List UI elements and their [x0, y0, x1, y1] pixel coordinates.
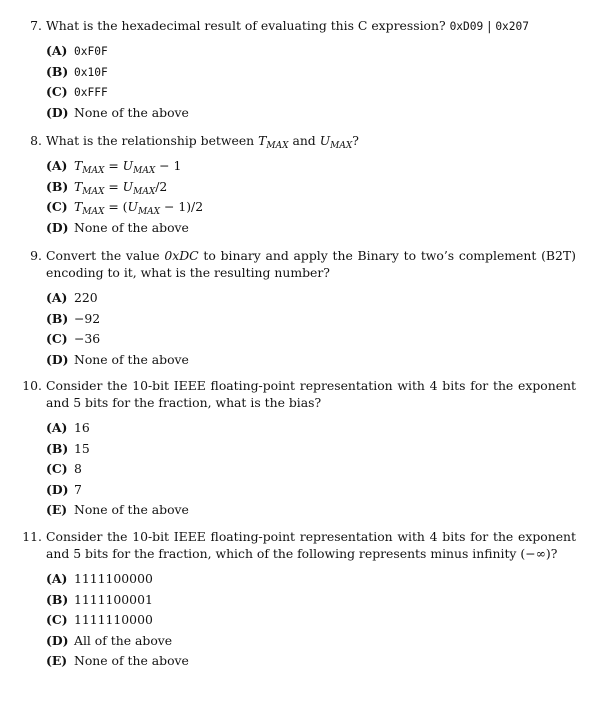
- option-label: (D): [46, 632, 69, 648]
- math-eq: =: [104, 158, 123, 173]
- option-c[interactable]: [46, 82, 189, 103]
- option-text: None of the above: [74, 502, 189, 517]
- math-u-sub: MAX: [133, 166, 156, 176]
- math-rest: /2: [155, 178, 168, 194]
- option-label: (C): [46, 84, 68, 99]
- code-operand-a: 0xD09: [449, 20, 484, 33]
- option-d[interactable]: [46, 350, 189, 371]
- option-b[interactable]: [46, 177, 203, 198]
- option-label: (A): [46, 290, 68, 305]
- option-text: 16: [74, 420, 90, 435]
- question-text: [46, 132, 576, 152]
- option-e[interactable]: [46, 651, 189, 672]
- options-list: [46, 156, 203, 238]
- option-text: None of the above: [74, 219, 189, 235]
- math-eq: =: [104, 178, 123, 194]
- option-label: (E): [46, 653, 68, 668]
- question-text: [46, 528, 576, 562]
- option-text: 220: [74, 290, 98, 305]
- question-text-prefix: What is the relationship between: [46, 133, 259, 148]
- bitwise-or-operator: |: [483, 18, 496, 33]
- option-a[interactable]: [46, 41, 189, 62]
- option-d[interactable]: [46, 480, 189, 501]
- option-d[interactable]: [46, 631, 189, 652]
- option-text: 0x10F: [74, 65, 108, 79]
- question-number: 9.: [30, 248, 42, 263]
- question-number: 7.: [30, 18, 42, 33]
- math-rest: − 1)/2: [160, 199, 204, 214]
- math-u-sub: MAX: [137, 207, 161, 217]
- option-a[interactable]: [46, 418, 189, 439]
- option-label: (C): [46, 612, 68, 627]
- option-label: (A): [46, 43, 68, 58]
- option-label: (D): [46, 104, 69, 120]
- math-t: T: [74, 199, 83, 214]
- code-operand-b: 0x207: [495, 20, 529, 33]
- option-text: 8: [74, 461, 82, 476]
- option-text: None of the above: [74, 351, 189, 367]
- option-b[interactable]: [46, 309, 189, 330]
- option-label: (D): [46, 481, 69, 497]
- question-text: [46, 247, 576, 281]
- option-b[interactable]: [46, 590, 189, 611]
- question-number: 11.: [22, 529, 42, 544]
- option-label: (B): [46, 63, 69, 79]
- option-a[interactable]: [46, 288, 189, 309]
- option-text: All of the above: [74, 632, 173, 648]
- hex-value: 0xDC: [164, 248, 199, 263]
- math-u: U: [122, 178, 134, 194]
- option-text: 0xF0F: [74, 45, 108, 58]
- option-text: 7: [74, 481, 82, 497]
- math-u-sub: MAX: [133, 186, 156, 197]
- option-text: None of the above: [74, 653, 189, 668]
- option-text: 1111110000: [74, 612, 153, 627]
- option-c[interactable]: [46, 197, 203, 218]
- options-list: [46, 288, 189, 370]
- minus-infinity: −∞: [525, 546, 546, 561]
- option-label: (B): [46, 178, 69, 194]
- option-a[interactable]: [46, 569, 189, 590]
- option-label: (D): [46, 351, 69, 367]
- option-c[interactable]: [46, 329, 189, 350]
- option-d[interactable]: [46, 218, 203, 239]
- math-eq: = (: [104, 199, 128, 214]
- option-d[interactable]: [46, 103, 189, 124]
- option-a[interactable]: [46, 156, 203, 177]
- option-b[interactable]: [46, 439, 189, 460]
- math-t-sub: MAX: [82, 186, 105, 197]
- question-text-prefix: Consider the 10-bit IEEE floating-point representation with 4 bits for the exponent and 5 bits for the fraction, which of the following represents minus infinity (: [46, 529, 576, 561]
- math-t: T: [74, 158, 83, 173]
- option-label: (B): [46, 591, 69, 607]
- math-u: U: [122, 158, 134, 173]
- option-text: 15: [74, 440, 90, 456]
- question-number: 8.: [30, 133, 42, 148]
- option-c[interactable]: [46, 610, 189, 631]
- question-text-suffix: to binary and apply the Binary to two’s complement (B2T) encoding to it, what is the resulting number?: [46, 248, 576, 280]
- math-rest: − 1: [155, 158, 182, 173]
- option-e[interactable]: [46, 500, 189, 521]
- tmax-subscript: MAX: [266, 141, 289, 151]
- option-text: −36: [74, 331, 101, 346]
- option-label: (C): [46, 461, 68, 476]
- option-label: (A): [46, 420, 68, 435]
- option-text: 1111100001: [74, 591, 153, 607]
- question-text-prefix: What is the hexadecimal result of evaluating this C expression?: [46, 18, 450, 33]
- math-t: T: [74, 178, 83, 194]
- option-text: −92: [74, 310, 101, 326]
- option-text: 0xFFF: [74, 86, 108, 99]
- question-text: [46, 17, 576, 35]
- option-c[interactable]: [46, 459, 189, 480]
- option-label: (D): [46, 219, 69, 235]
- option-text: None of the above: [74, 104, 189, 120]
- options-list: [46, 418, 189, 521]
- question-text-suffix: )?: [545, 546, 558, 561]
- option-label: (B): [46, 310, 69, 326]
- option-label: (B): [46, 440, 69, 456]
- umax-variable: U: [319, 133, 331, 148]
- options-list: [46, 569, 189, 672]
- umax-subscript: MAX: [330, 141, 353, 151]
- option-label: (C): [46, 199, 68, 214]
- tmax-variable: T: [258, 133, 267, 148]
- math-t-sub: MAX: [82, 207, 105, 217]
- question-text: Consider the 10-bit IEEE floating-point representation with 4 bits for the exponent and 5 bits for the fraction, what is the bias?: [46, 378, 576, 410]
- option-b[interactable]: [46, 62, 189, 83]
- option-label: (A): [46, 158, 68, 173]
- option-label: (A): [46, 571, 68, 586]
- question-text-prefix: Convert the value: [46, 248, 165, 263]
- math-t-sub: MAX: [82, 166, 105, 176]
- and-word: and: [288, 133, 320, 148]
- options-list: [46, 41, 189, 123]
- question-mark: ?: [352, 133, 359, 148]
- math-u: U: [127, 199, 138, 214]
- option-label: (E): [46, 502, 68, 517]
- option-text: 1111100000: [74, 571, 153, 586]
- option-label: (C): [46, 331, 68, 346]
- question-number: 10.: [22, 378, 42, 393]
